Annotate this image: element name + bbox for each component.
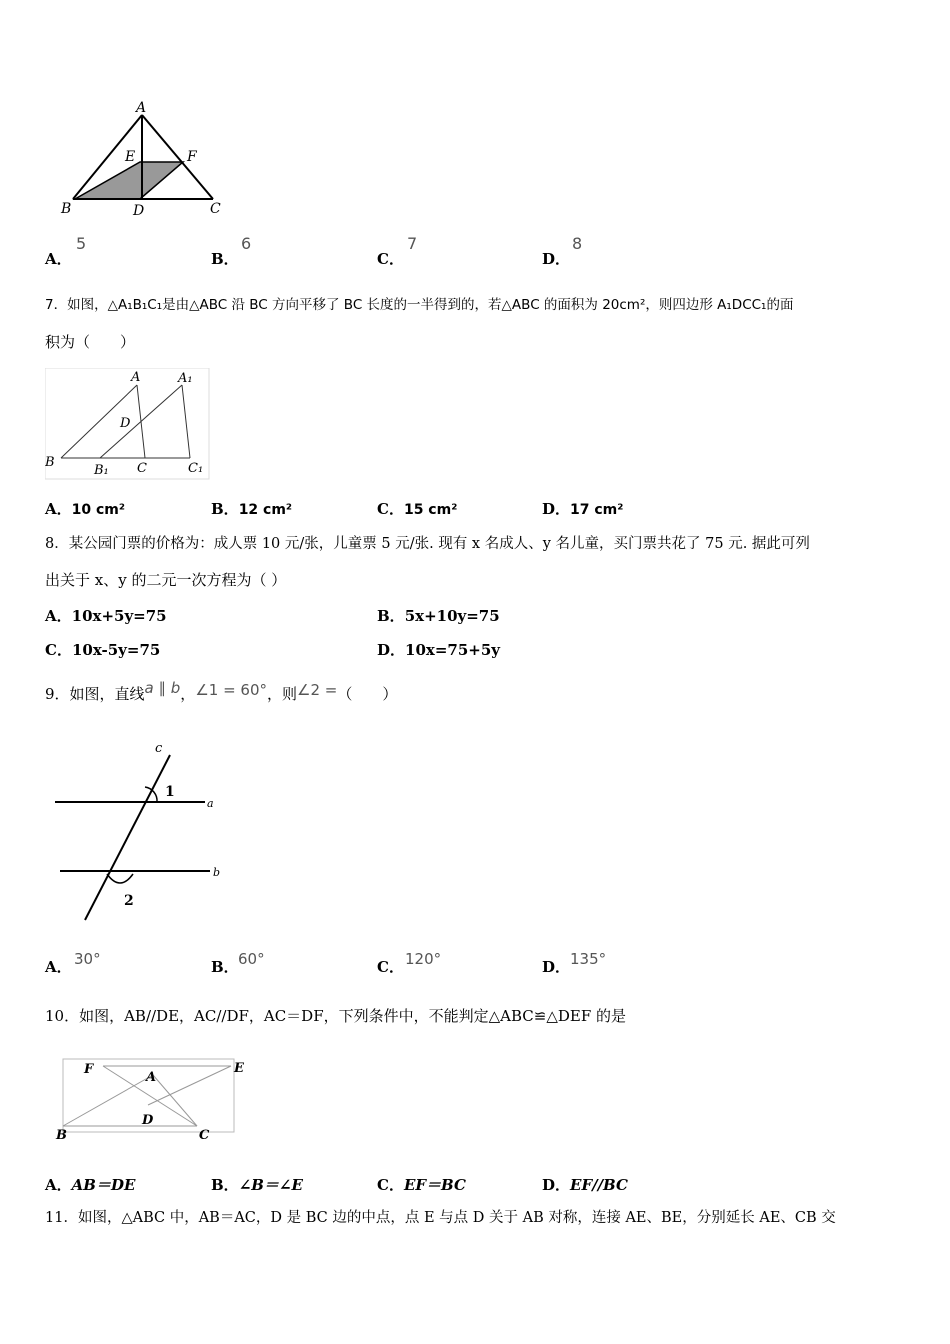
option-value: 10 cm²	[71, 502, 126, 518]
option-label: D．	[377, 641, 406, 659]
option-value: 10x+5y=75	[71, 607, 167, 625]
q9-stem	[45, 679, 398, 704]
q9-mid: ，则	[267, 685, 298, 703]
q7-figure	[45, 368, 210, 480]
q6-option-d-value: 8	[572, 234, 583, 253]
option-label: D．	[542, 250, 571, 268]
label-a: A	[146, 1070, 157, 1085]
option-label: C．	[377, 1176, 404, 1194]
option-label: D．	[542, 1176, 571, 1194]
label-b: B	[61, 201, 72, 217]
q10-option-c[interactable]	[377, 1174, 466, 1195]
option-value: AB＝DE	[71, 1176, 136, 1194]
option-value: 17 cm²	[570, 502, 624, 518]
option-label: A．	[45, 500, 72, 518]
label-e: E	[125, 149, 136, 165]
label-f: F	[187, 149, 197, 165]
q6-figure	[55, 95, 235, 225]
q9-option-d[interactable]	[542, 956, 570, 977]
option-value: ∠B＝∠E	[238, 1176, 303, 1194]
q10-option-b[interactable]	[211, 1174, 303, 1195]
q6-option-a[interactable]	[45, 248, 72, 269]
option-label: C．	[377, 958, 404, 976]
option-value: 10x=75+5y	[405, 641, 500, 659]
label-a: A	[131, 370, 141, 385]
label-c1: C₁	[188, 461, 204, 476]
option-label: A．	[45, 250, 72, 268]
option-label: C．	[377, 250, 404, 268]
option-label: A．	[45, 1176, 72, 1194]
q9-math-angle2: ∠2 =	[297, 681, 338, 699]
q6-option-d[interactable]	[542, 248, 570, 269]
q10-option-a[interactable]	[45, 1174, 135, 1195]
q9-option-c[interactable]	[377, 956, 404, 977]
label-a: A	[136, 100, 147, 116]
label-a1: A₁	[178, 371, 193, 386]
option-label: B．	[211, 958, 239, 976]
option-label: C．	[45, 641, 72, 659]
q8-stem-line1: 8．某公园门票的价格为：成人票 10 元/张，儿童票 5 元/张. 现有 x 名成人、y 名儿童，买门票共花了 75 元. 据此可列	[45, 536, 810, 552]
q7-stem-line1: 7．如图，△A₁B₁C₁是由△ABC 沿 BC 方向平移了 BC 长度的一半得到的，若△ABC 的面积为 20cm²，则四边形 A₁DCC₁的面	[45, 297, 794, 313]
option-label: A．	[45, 607, 72, 625]
q9-option-b-value: 60°	[238, 950, 265, 968]
q9-prefix: 9．如图，直线	[45, 685, 145, 703]
label-e: E	[234, 1061, 244, 1076]
option-label: D．	[542, 958, 571, 976]
label-a: a	[207, 797, 214, 810]
q10-stem: 10．如图，AB//DE，AC//DF，AC＝DF，下列条件中，不能判定△ABC≌△DEF 的是	[45, 1007, 627, 1025]
q9-option-a[interactable]	[45, 956, 72, 977]
q7-option-c[interactable]	[377, 498, 457, 519]
q7-option-a[interactable]	[45, 498, 125, 519]
q7-stem-line2: 积为（ ）	[45, 333, 136, 351]
label-c: C	[199, 1128, 210, 1143]
q6-option-b[interactable]	[211, 248, 239, 269]
q7-option-b[interactable]	[211, 498, 292, 519]
label-two: 2	[124, 893, 134, 909]
option-value: EF＝BC	[403, 1176, 466, 1194]
q9-figure	[45, 740, 230, 925]
q8-option-a[interactable]	[45, 605, 167, 626]
option-value: 5x+10y=75	[404, 607, 500, 625]
option-label: C．	[377, 500, 404, 518]
option-label: D．	[542, 500, 571, 518]
q9-option-c-value: 120°	[405, 950, 442, 968]
label-c: c	[155, 741, 163, 756]
label-d: D	[133, 203, 145, 219]
q9-math-parallel: a ∥ b	[144, 679, 181, 697]
option-label: A．	[45, 958, 72, 976]
q6-option-c[interactable]	[377, 248, 404, 269]
label-one: 1	[165, 784, 175, 800]
q10-figure	[55, 1055, 250, 1145]
q9-sep: ，	[180, 685, 196, 703]
option-label: B．	[211, 250, 239, 268]
label-b1: B₁	[94, 463, 109, 478]
option-value: EF//BC	[570, 1176, 628, 1194]
q8-option-d[interactable]	[377, 639, 500, 660]
q8-option-c[interactable]	[45, 639, 160, 660]
q8-stem-line2: 出关于 x、y 的二元一次方程为（ ）	[45, 571, 287, 589]
label-b: B	[45, 455, 55, 470]
label-c: C	[137, 461, 147, 476]
q11-stem: 11．如图，△ABC 中，AB＝AC，D 是 BC 边的中点，点 E 与点 D 关于 AB 对称，连接 AE、BE，分别延长 AE、CB 交	[45, 1210, 836, 1226]
q9-option-b[interactable]	[211, 956, 239, 977]
label-c: C	[210, 201, 221, 217]
option-value: 10x-5y=75	[71, 641, 161, 659]
q6-option-a-value: 5	[76, 234, 87, 253]
q8-option-b[interactable]	[377, 605, 500, 626]
label-b: B	[56, 1128, 67, 1143]
label-d: D	[120, 416, 131, 431]
option-label: B．	[377, 607, 405, 625]
option-value: 15 cm²	[403, 502, 458, 518]
q10-option-d[interactable]	[542, 1174, 628, 1195]
option-label: B．	[211, 500, 239, 518]
q6-option-b-value: 6	[241, 234, 252, 253]
option-label: B．	[211, 1176, 239, 1194]
q9-option-a-value: 30°	[74, 950, 101, 968]
label-f: F	[84, 1062, 94, 1077]
q9-math-angle1: ∠1 = 60°	[195, 681, 267, 699]
shaded-parallelogram	[75, 162, 183, 199]
label-b: b	[213, 866, 221, 879]
label-d: D	[142, 1113, 154, 1128]
q6-option-c-value: 7	[407, 234, 418, 253]
q9-suffix: （ ）	[337, 685, 398, 703]
option-value: 12 cm²	[238, 502, 293, 518]
q9-option-d-value: 135°	[570, 950, 607, 968]
q7-option-d[interactable]	[542, 498, 623, 519]
